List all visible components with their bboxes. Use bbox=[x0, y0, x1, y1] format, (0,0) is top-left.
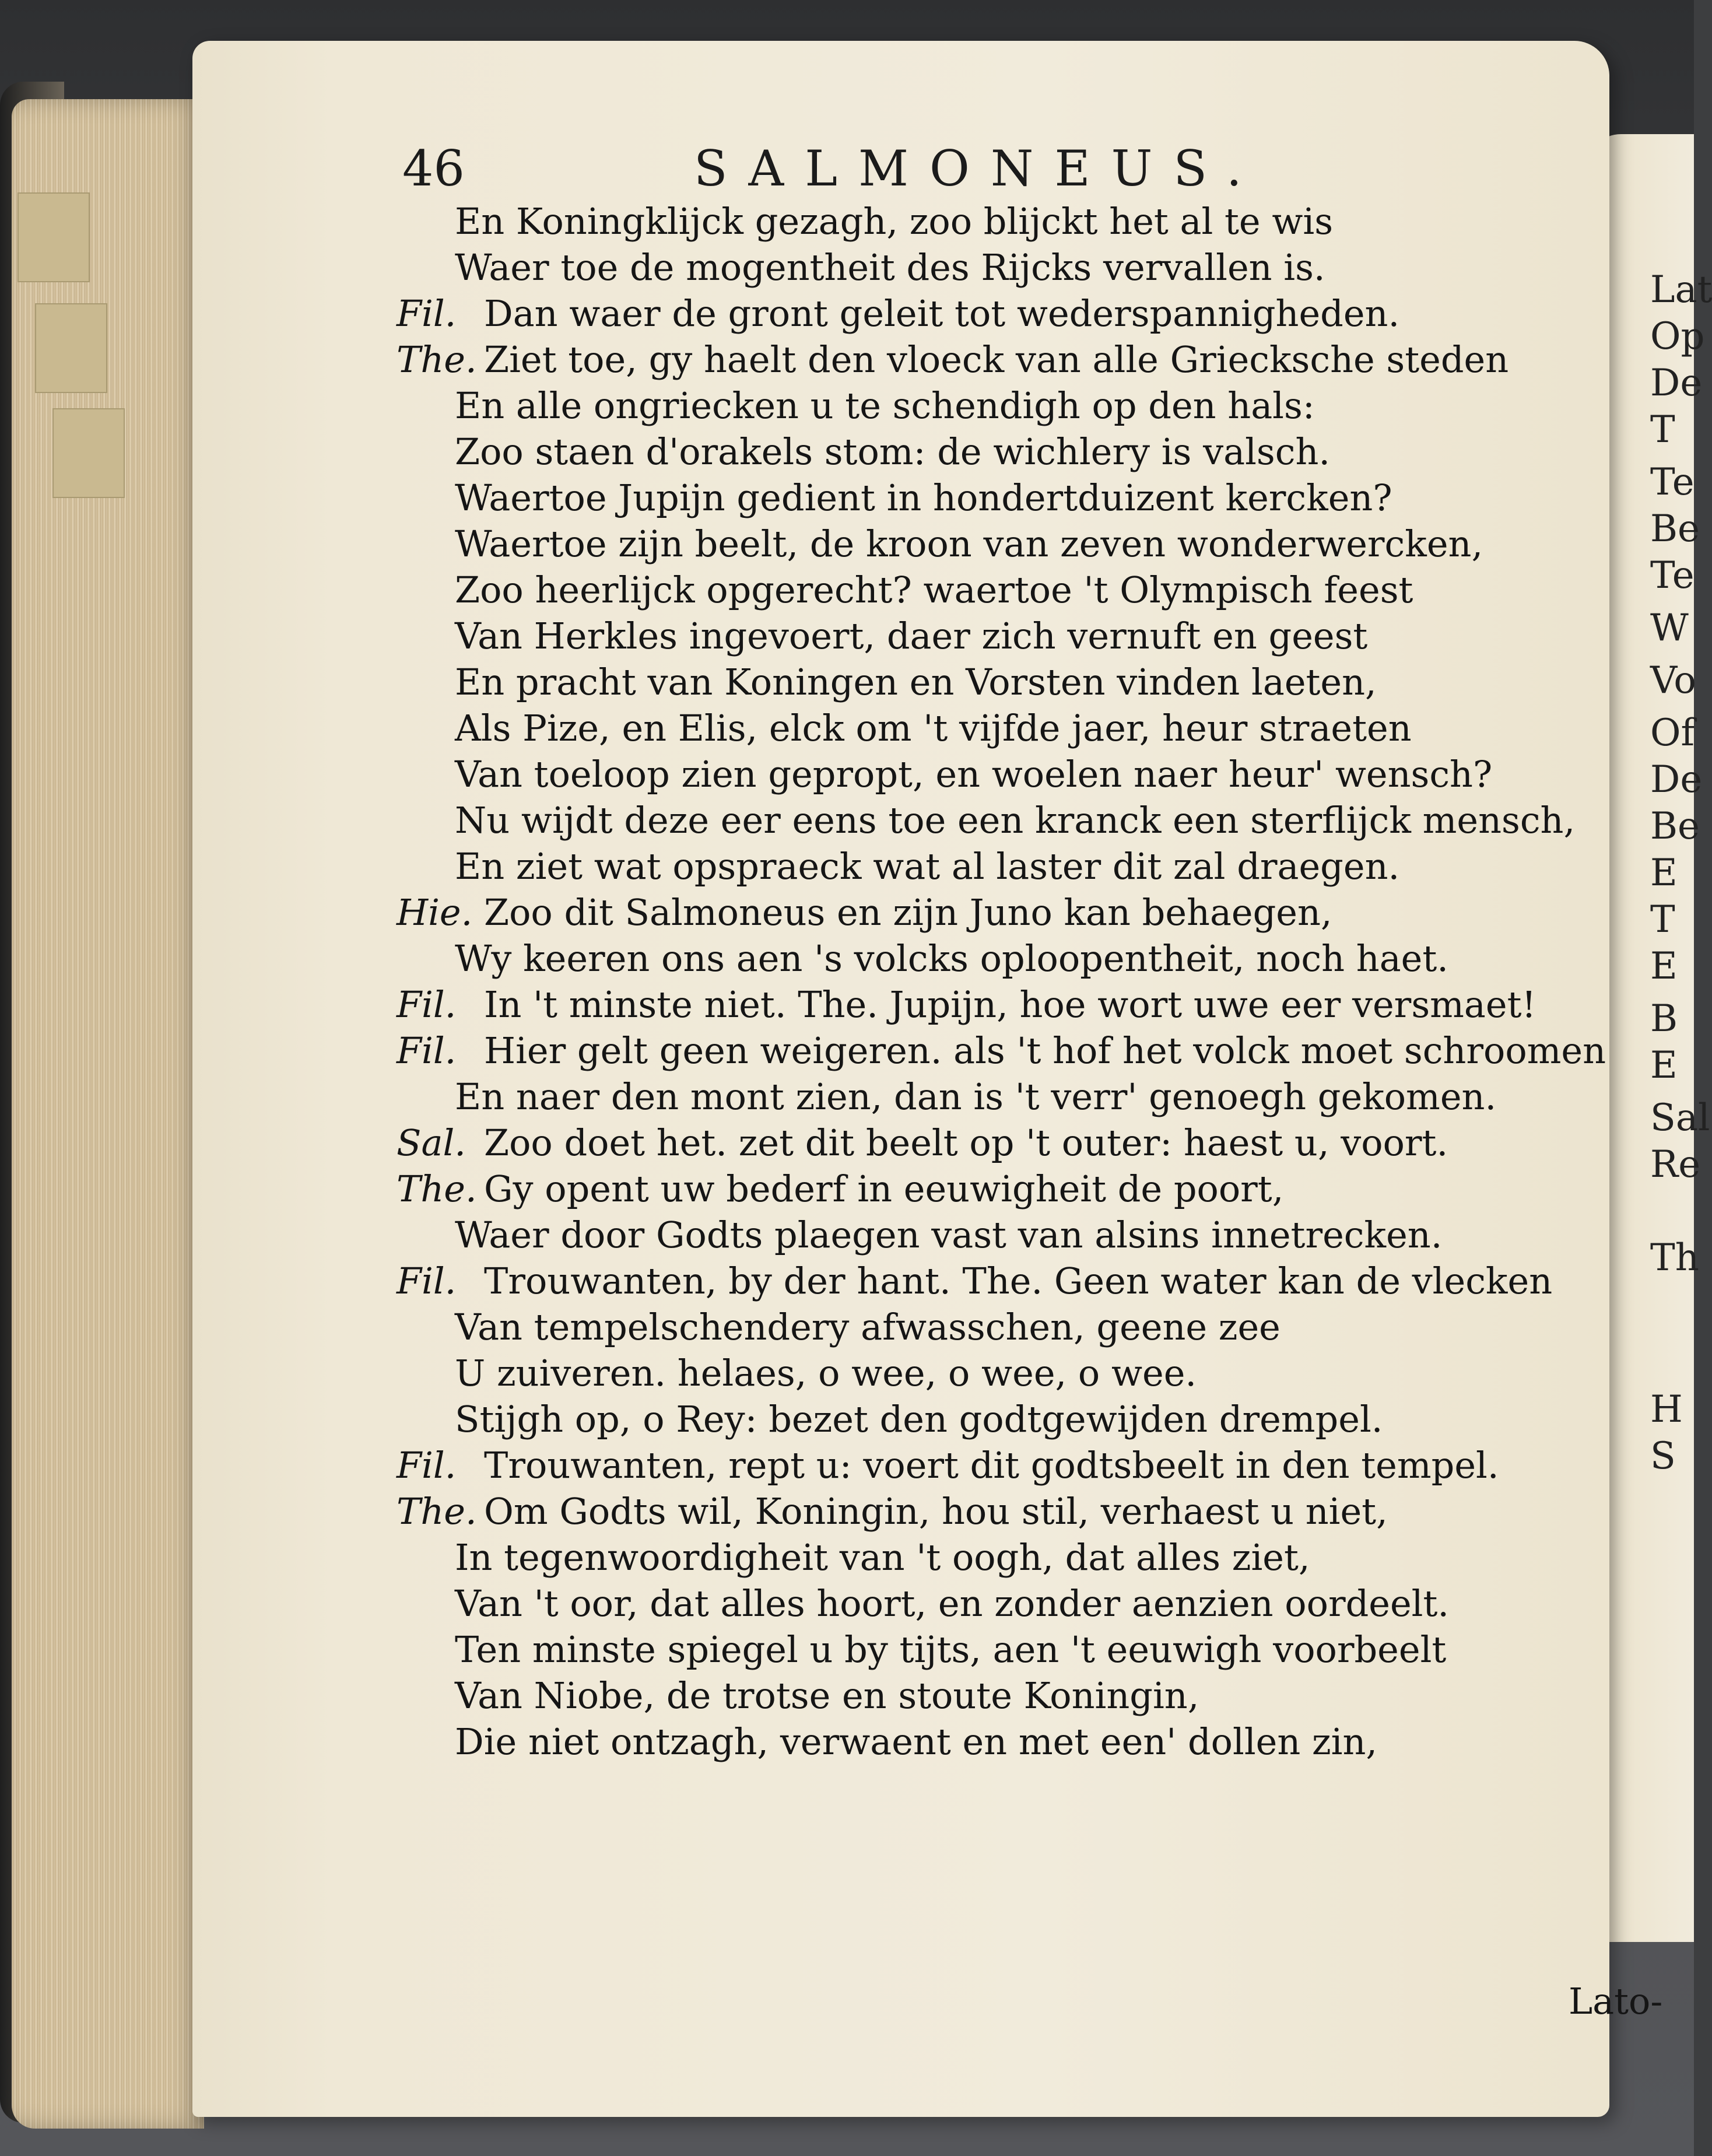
verse-text: Als Pize, en Elis, elck om 't vijfde jaer, heur straeten bbox=[455, 707, 1412, 749]
facing-page-fragment: De bbox=[1650, 758, 1703, 801]
speaker-label: Fil. bbox=[397, 1260, 457, 1302]
page-number: 46 bbox=[402, 140, 465, 197]
facing-page-fragment: Te bbox=[1650, 461, 1695, 504]
verse-text: Hier gelt geen weigeren. als 't hof het volck moet schroomen bbox=[484, 1029, 1606, 1072]
verse-text: Zoo heerlijck opgerecht? waertoe 't Olympisch feest bbox=[455, 569, 1413, 611]
verse-text: Van 't oor, dat alles hoort, en zonder aenzien oordeelt. bbox=[455, 1582, 1450, 1625]
verse-text: Ziet toe, gy haelt den vloeck van alle Griecksche steden bbox=[484, 338, 1509, 381]
verse-text: In 't minste niet. The. Jupijn, hoe wort uwe eer versmaet! bbox=[484, 983, 1536, 1026]
speaker-label: Sal. bbox=[397, 1121, 466, 1164]
verse-line bbox=[397, 1166, 1609, 1212]
verse-line bbox=[397, 1488, 1609, 1534]
facing-page-fragment: Te bbox=[1650, 554, 1695, 597]
verse-line bbox=[397, 1212, 1609, 1258]
verse-line bbox=[397, 1258, 1609, 1304]
verse-line bbox=[397, 1626, 1609, 1673]
facing-page-fragment: De bbox=[1650, 362, 1703, 405]
verse-line bbox=[397, 751, 1609, 797]
speaker-label: Fil. bbox=[397, 983, 457, 1026]
verse-text: Van tempelschendery afwasschen, geene zee bbox=[455, 1306, 1281, 1348]
verse-line bbox=[397, 198, 1609, 244]
facing-page-fragment: W bbox=[1650, 607, 1689, 650]
verse-text: Stijgh op, o Rey: bezet den godtgewijden drempel. bbox=[455, 1398, 1383, 1440]
verse-text: En alle ongriecken u te schendigh op den hals: bbox=[455, 384, 1315, 427]
verse-text: Zoo dit Salmoneus en zijn Juno kan behaegen, bbox=[484, 891, 1332, 934]
verse-line bbox=[397, 613, 1609, 659]
verse-line bbox=[397, 244, 1609, 290]
verse-line bbox=[397, 1028, 1609, 1074]
facing-page-fragment: Sal bbox=[1650, 1096, 1710, 1140]
verse-line bbox=[397, 1074, 1609, 1120]
verse-line bbox=[397, 290, 1609, 336]
verse-line bbox=[397, 843, 1609, 889]
verse-text: Dan waer de gront geleit tot wederspannigheden. bbox=[484, 292, 1400, 335]
verse-text: Zoo staen d'orakels stom: de wichlery is valsch. bbox=[455, 430, 1331, 473]
verse-line bbox=[397, 521, 1609, 567]
verse-line bbox=[397, 797, 1609, 843]
verse-line bbox=[397, 1120, 1609, 1166]
speaker-label: Fil. bbox=[397, 1444, 457, 1487]
verse-text: Ten minste spiegel u by tijts, aen 't eeuwigh voorbeelt bbox=[455, 1628, 1447, 1671]
facing-page-fragment: T bbox=[1650, 408, 1675, 451]
verse-text: Zoo doet het. zet dit beelt op 't outer: haest u, voort. bbox=[484, 1121, 1448, 1164]
verse-text: Gy opent uw bederf in eeuwigheit de poort, bbox=[484, 1168, 1284, 1210]
verse-text: Wy keeren ons aen 's volcks oploopentheit, noch haet. bbox=[455, 937, 1449, 980]
facing-page-fragment: E bbox=[1650, 851, 1678, 895]
verse-line bbox=[397, 1350, 1609, 1396]
facing-page-fragment: Vo bbox=[1650, 659, 1696, 702]
page-tab bbox=[17, 192, 90, 282]
verse-line bbox=[397, 429, 1609, 475]
page-tab bbox=[52, 408, 125, 498]
verse-text: En Koningklijck gezagh, zoo blijckt het al te wis bbox=[455, 200, 1334, 243]
verse-line bbox=[397, 1580, 1609, 1626]
verse-text: En ziet wat opspraeck wat al laster dit zal draegen. bbox=[455, 845, 1400, 888]
facing-page-fragment: T bbox=[1650, 898, 1675, 941]
verse-text: Waer toe de mogentheit des Rijcks vervallen is. bbox=[455, 246, 1325, 289]
facing-page-fragment: Th bbox=[1650, 1236, 1699, 1279]
speaker-label: Fil. bbox=[397, 1029, 457, 1072]
facing-page-fragment: Op bbox=[1650, 315, 1705, 358]
verse-text: Van toeloop zien gepropt, en woelen naer heur' wensch? bbox=[455, 753, 1493, 795]
verse-line bbox=[397, 981, 1609, 1028]
verse-line bbox=[397, 889, 1609, 935]
page-tab bbox=[35, 303, 107, 393]
verse-line bbox=[397, 1442, 1609, 1488]
verse-line bbox=[397, 475, 1609, 521]
verse-line bbox=[397, 1396, 1609, 1442]
verse-text: In tegenwoordigheit van 't oogh, dat alles ziet, bbox=[455, 1536, 1310, 1579]
facing-page-fragment: Of bbox=[1650, 711, 1695, 755]
facing-page-fragment: Be bbox=[1650, 805, 1700, 848]
verse-line bbox=[397, 1534, 1609, 1580]
verse-text: Van Niobe, de trotse en stoute Koningin, bbox=[455, 1674, 1199, 1717]
verse-text: Nu wijdt deze eer eens toe een kranck een sterflijck mensch, bbox=[455, 799, 1576, 842]
speaker-label: Fil. bbox=[397, 292, 457, 335]
verse-text: Van Herkles ingevoert, daer zich vernuft en geest bbox=[455, 615, 1368, 657]
verse-line bbox=[397, 1673, 1609, 1719]
facing-page-fragment: Re bbox=[1650, 1143, 1701, 1186]
book-fore-edge bbox=[12, 99, 204, 2129]
verse-line bbox=[397, 935, 1609, 981]
verse-text: Trouwanten, rept u: voert dit godtsbeelt in den tempel. bbox=[484, 1444, 1499, 1487]
verse-line bbox=[397, 1719, 1609, 1765]
verse-text: En naer den mont zien, dan is 't verr' genoegh gekomen. bbox=[455, 1075, 1497, 1118]
facing-page-fragment: Be bbox=[1650, 507, 1700, 551]
verse-text: Om Godts wil, Koningin, hou stil, verhaest u niet, bbox=[484, 1490, 1388, 1533]
facing-page-fragment: E bbox=[1650, 945, 1678, 988]
speaker-label: Hie. bbox=[397, 891, 473, 934]
facing-page-fragment: S bbox=[1650, 1435, 1676, 1478]
verse-line bbox=[397, 567, 1609, 613]
verse-line bbox=[397, 1304, 1609, 1350]
speaker-label: The. bbox=[397, 338, 477, 381]
verse-text: Waertoe zijn beelt, de kroon van zeven wonderwercken, bbox=[455, 523, 1483, 565]
verse-text: Die niet ontzagh, verwaent en met een' dollen zin, bbox=[455, 1720, 1378, 1763]
verse-line bbox=[397, 659, 1609, 705]
verse-line bbox=[397, 383, 1609, 429]
catchword: Lato- bbox=[1569, 1980, 1663, 2022]
verse-text: Waertoe Jupijn gedient in hondertduizent kercken? bbox=[455, 476, 1392, 519]
verse-text: Trouwanten, by der hant. The. Geen water kan de vlecken bbox=[484, 1260, 1553, 1302]
facing-page-fragment: B bbox=[1650, 997, 1678, 1040]
facing-page-fragment: Lat bbox=[1650, 268, 1712, 311]
verse-text: En pracht van Koningen en Vorsten vinden laeten, bbox=[455, 661, 1377, 703]
facing-page-fragment: E bbox=[1650, 1044, 1678, 1087]
facing-page-fragment: H bbox=[1650, 1388, 1683, 1431]
verse-text: U zuiveren. helaes, o wee, o wee, o wee. bbox=[455, 1352, 1197, 1394]
speaker-label: The. bbox=[397, 1168, 477, 1210]
verse-text: Waer door Godts plaegen vast van alsins innetrecken. bbox=[455, 1214, 1443, 1256]
verse-line bbox=[397, 336, 1609, 383]
verse-line bbox=[397, 705, 1609, 751]
verse-block bbox=[397, 198, 1609, 1765]
speaker-label: The. bbox=[397, 1490, 477, 1533]
running-title: SALMONEUS. bbox=[694, 140, 1263, 197]
